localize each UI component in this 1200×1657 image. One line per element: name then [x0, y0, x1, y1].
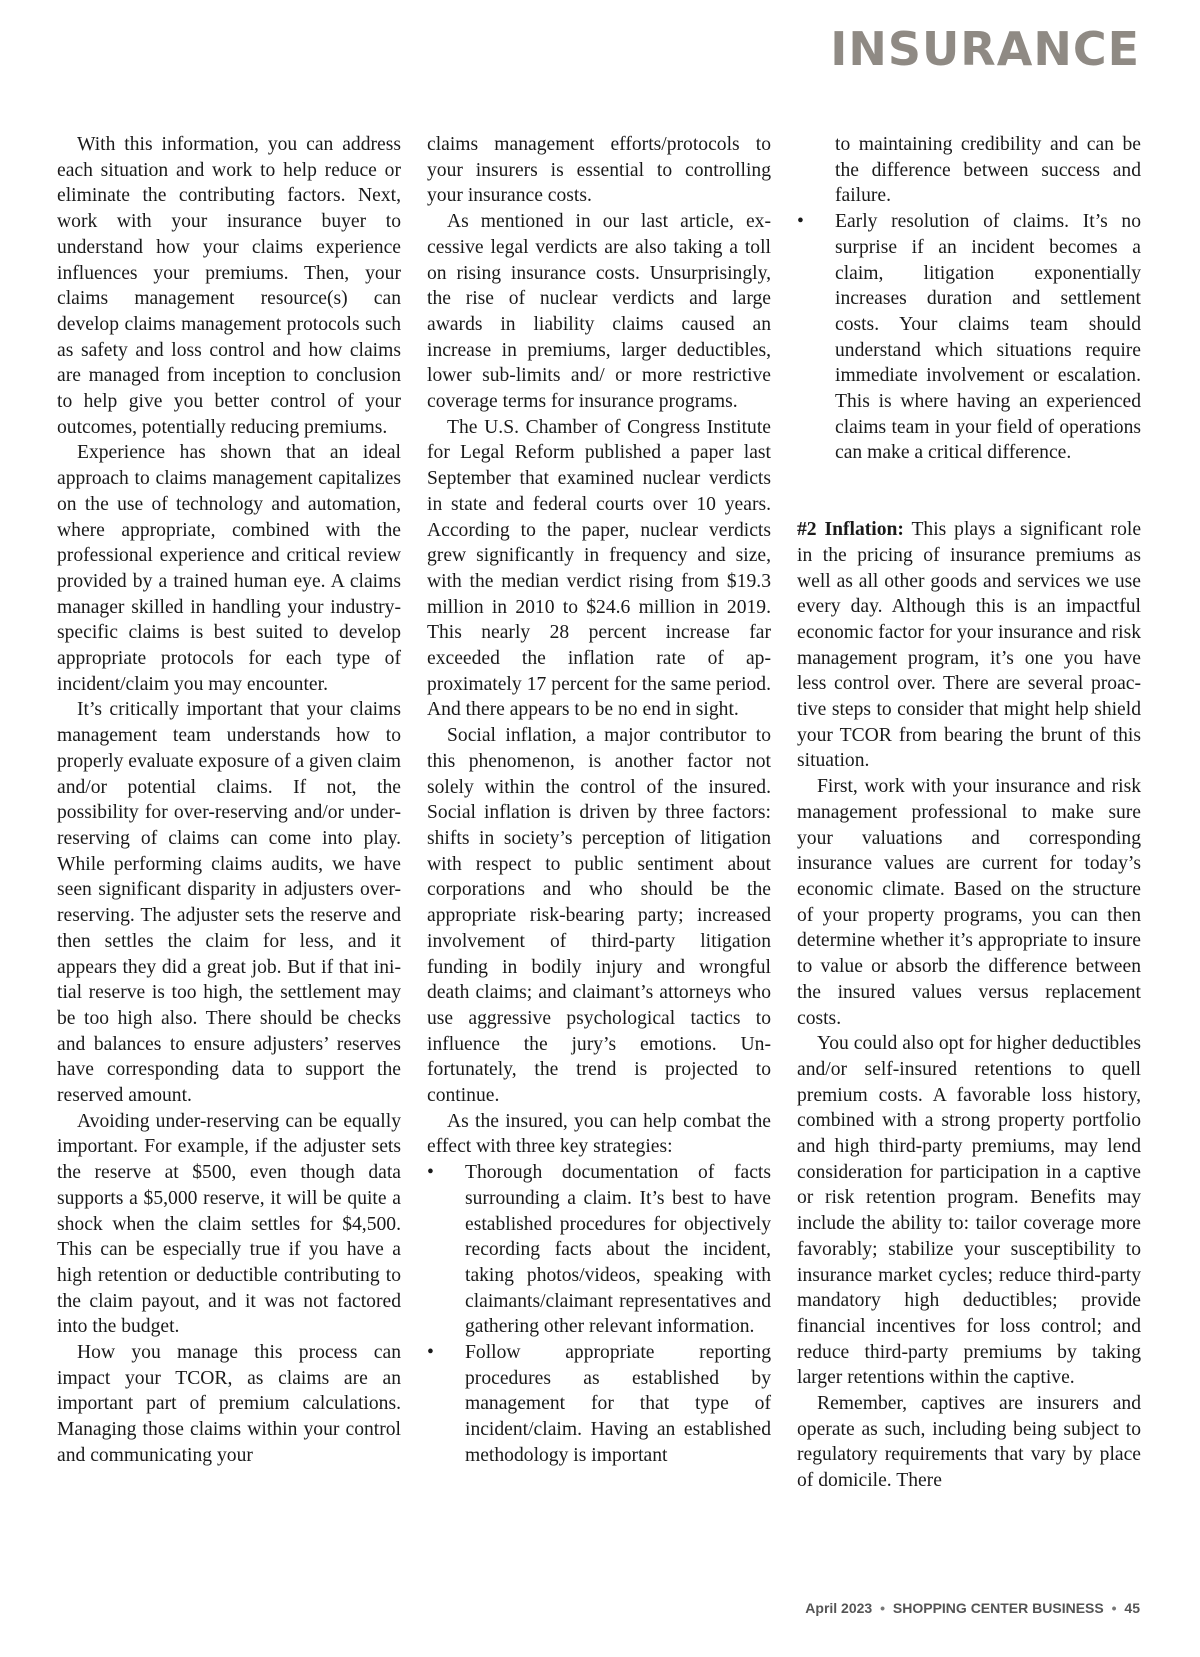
bullet-icon: •	[427, 1342, 434, 1364]
page-footer	[805, 1600, 1140, 1616]
body-paragraph: With this information, you can address each situation and work to help reduce or eliminate the contributing factors. Next, work with your insurance buyer to understand how your claims experience influences your premiums. Then, your claims management resource(s) can develop claims management protocols such as safety and loss control and how claims are managed from inception to conclusion to help give you better control of your outcomes, potentially reducing premiums.	[57, 134, 401, 438]
list-item-text: Follow appropriate reporting procedures as established by management for that type of incident/claim. Having an established methodology is important	[465, 1342, 771, 1466]
list-item-text: Thorough documentation of facts surrounding a claim. It’s best to have established procedures for objectively recording facts about the incident, taking photos/videos, speaking with claimants/claimant representatives and gathering other relevant information.	[465, 1162, 771, 1338]
list-item-continuation: to maintaining credibility and can be the difference between success and failure.	[835, 134, 1141, 207]
list-item	[427, 1340, 771, 1469]
article-column-3	[797, 132, 1141, 1494]
body-paragraph: As the insured, you can help combat the effect with three key strategies:	[427, 1110, 771, 1158]
page-number: 45	[1124, 1600, 1140, 1616]
section-title: INSURANCE	[830, 22, 1140, 76]
list-item	[427, 1160, 771, 1340]
publication-name: SHOPPING CENTER BUSINESS	[892, 1600, 1104, 1616]
list-item	[797, 209, 1141, 466]
continued-paragraph: claims management efforts/protocols to your insurers is essential to controlling your insurance costs.	[427, 134, 771, 207]
body-paragraph: Avoiding under-reserving can be equally important. For example, if the adjuster sets the reserve at $500, even though data supports a $5,000 reserve, it will be quite a shock when the claim settles for $4,500. This can be especially true if you have a high retention or deductible contributing to the claim payout, and it was not factored into the budget.	[57, 1110, 401, 1338]
subhead: #2 Inflation:	[797, 519, 904, 541]
bullet-icon: •	[427, 1162, 434, 1184]
subhead-paragraph	[797, 517, 1141, 774]
article-column-2	[427, 132, 771, 1469]
body-paragraph: As mentioned in our last article, excessive legal verdicts are also taking a toll on rising insurance costs. Unsurprisingly, the rise of nuclear verdicts and large awards in liability claims caused an increase in premiums, larger deductibles, lower sub-limits and/ or more restrictive coverage terms for insurance programs.	[427, 211, 771, 413]
body-paragraph: First, work with your insurance and risk management professional to make sure your valuations and corresponding insurance values are current for today’s economic climate. Based on the structure of your property programs, you can then determine whether it’s appropriate to insure to value or absorb the difference between the insured values versus replacement costs.	[797, 776, 1141, 1029]
body-paragraph: Remember, captives are insurers and operate as such, including being subject to regulatory requirements that vary by place of domicile. There	[797, 1393, 1141, 1492]
strategy-list	[427, 1160, 771, 1468]
subhead-text: This plays a significant role in the pricing of insurance premiums as well as all other goods and services we use every day. Although this is an impactful economic factor for your insurance and risk management program, it’s one you have less control over. There are several proactive steps to consider that might help shield your TCOR from bearing the brunt of this situation.	[797, 519, 1142, 772]
footer-separator: •	[880, 1600, 886, 1616]
footer-separator: •	[1111, 1600, 1117, 1616]
issue-date: April 2023	[805, 1600, 873, 1616]
body-paragraph: Experience has shown that an ideal approach to claims management capitalizes on the use of technology and automation, where appropriate, combined with the professional experience and critical review provided by a trained human eye. A claims manager skilled in handling your industry-specific claims is best suited to develop appropriate protocols for each type of incident/claim you may encounter.	[57, 442, 401, 695]
body-paragraph: You could also opt for higher deductibles and/or self-insured retentions to quell premium costs. A favorable loss history, combined with a strong property portfolio and high third-party premiums, may lend consideration for participation in a captive or risk retention program. Benefits may include the ability to: tailor coverage more favorably; stabilize your susceptibility to insurance market cycles; reduce third-party mandatory high deductibles; provide financial incentives for loss control; and reduce third-party premiums by taking larger retentions within the captive.	[797, 1033, 1141, 1389]
list-item-text: Early resolution of claims. It’s no surprise if an incident becomes a claim, litigation exponentially increases duration and settlement costs. Your claims team should understand which situations require immediate involvement or escalation. This is where having an experienced claims team in your field of operations can make a critical difference.	[835, 211, 1141, 464]
bullet-icon: •	[797, 211, 804, 233]
body-paragraph: It’s critically important that your claims management team understands how to properly evaluate exposure of a given claim and/or potential claims. If not, the possibility for over-reserving and/or under-reserving of claims can come into play. While performing claims audits, we have seen significant disparity in adjusters over-reserving. The adjuster sets the reserve and then settles the claim for less, and it appears they did a great job. But if that initial reserve is too high, the settlement may be too high also. There should be checks and balances to ensure adjusters’ reserves have corresponding data to support the reserved amount.	[57, 699, 401, 1107]
body-paragraph: How you manage this process can impact your TCOR, as claims are an important part of premium calculations. Managing those claims within your control and communicating your	[57, 1342, 401, 1466]
body-paragraph: Social inflation, a major contributor to this phenomenon, is another factor not solely within the control of the insured. Social inflation is driven by three factors: shifts in society’s perception of litigation with respect to public sentiment about corporations and who should be the appropriate risk-bearing party; increased involvement of third-party litigation funding in bodily injury and wrongful death claims; and claimant’s attorneys who use aggressive psychological tactics to influence the jury’s emotions. Unfortunately, the trend is projected to continue.	[427, 725, 771, 1107]
body-paragraph: The U.S. Chamber of Congress Institute for Legal Reform published a paper last September that examined nuclear verdicts in state and federal courts over 10 years. According to the paper, nuclear verdicts grew significantly in frequency and size, with the median verdict rising from $19.3 million in 2010 to $24.6 million in 2019. This nearly 28 percent increase far exceeded the inflation rate of approximately 17 percent for the same period. And there appears to be no end in sight.	[427, 416, 771, 721]
section-spacer	[797, 466, 1141, 517]
article-column-1	[57, 132, 401, 1469]
strategy-list-continued	[797, 209, 1141, 466]
